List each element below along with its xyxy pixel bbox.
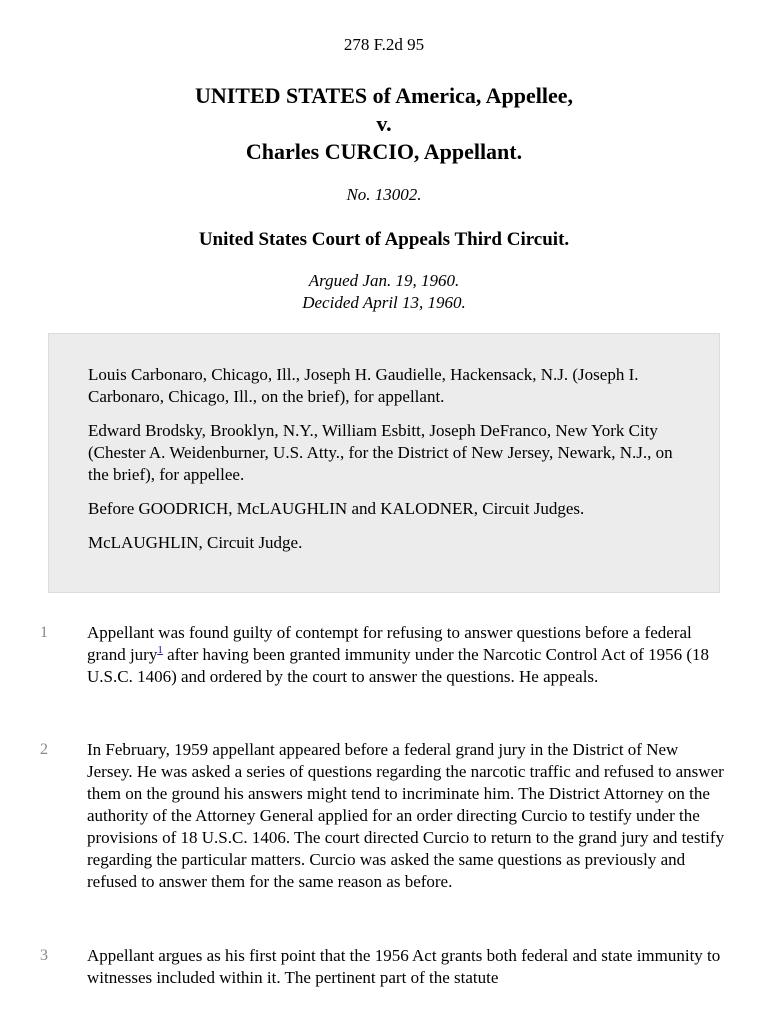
paragraph-number: 2 bbox=[40, 741, 48, 758]
paragraph-text-before: Appellant was found guilty of contempt for refusing to answer questions before a federal grand jury bbox=[87, 623, 692, 664]
docket-number: No. 13002. bbox=[346, 185, 422, 204]
paragraph-text bbox=[87, 622, 727, 688]
case-dates bbox=[0, 270, 768, 314]
judicial-panel: Before GOODRICH, McLAUGHLIN and KALODNER, Circuit Judges. bbox=[88, 499, 585, 518]
opinion-author: McLAUGHLIN, Circuit Judge. bbox=[88, 533, 303, 552]
caption-versus: v. bbox=[376, 111, 392, 136]
paragraph-text: In February, 1959 appellant appeared before a federal grand jury in the District of New Jersey. He was asked a series of questions regarding the narcotic traffic and refused to answer them on the ground his answers might tend to incriminate him. The District Attorney on the authority of the Attorney General applied for an order directing Curcio to testify under the provisions of 18 U.S.C. 1406. The court directed Curcio to return to the grand jury and testify regarding the particular matters. Curcio was asked the same questions as previously and refused to answer them for the same reason as before. bbox=[87, 740, 725, 891]
court-name: United States Court of Appeals Third Circuit. bbox=[198, 229, 570, 250]
argued-date: Argued Jan. 19, 1960. bbox=[308, 271, 460, 290]
counsel-appellee: Edward Brodsky, Brooklyn, N.Y., William Esbitt, Joseph DeFranco, New York City (Chester A. Weidenburner, U.S. Atty., for the District of New Jersey, Newark, N.J., on the brief), for appellee. bbox=[88, 421, 673, 484]
footnote-link-1[interactable]: 1 bbox=[157, 644, 163, 657]
paragraph-number: 1 bbox=[40, 624, 48, 641]
case-summary-box bbox=[48, 333, 720, 593]
paragraph-text: Appellant argues as his first point that the 1956 Act grants both federal and state immunity to witnesses included within it. The pertinent part of the statute bbox=[87, 946, 721, 987]
paragraph-text-after: after having been granted immunity under the Narcotic Control Act of 1956 (18 U.S.C. 1406) and ordered by the court to answer the questions. He appeals. bbox=[87, 645, 710, 686]
decided-date: Decided April 13, 1960. bbox=[302, 293, 466, 312]
counsel-appellant: Louis Carbonaro, Chicago, Ill., Joseph H. Gaudielle, Hackensack, N.J. (Joseph I. Carbonaro, Chicago, Ill., on the brief), for appellant. bbox=[88, 365, 639, 406]
case-citation: 278 F.2d 95 bbox=[343, 35, 425, 54]
caption-appellant: Charles CURCIO, Appellant. bbox=[245, 139, 523, 164]
paragraph-number: 3 bbox=[40, 947, 48, 964]
case-caption bbox=[0, 82, 768, 166]
caption-appellee: UNITED STATES of America, Appellee, bbox=[194, 83, 574, 108]
